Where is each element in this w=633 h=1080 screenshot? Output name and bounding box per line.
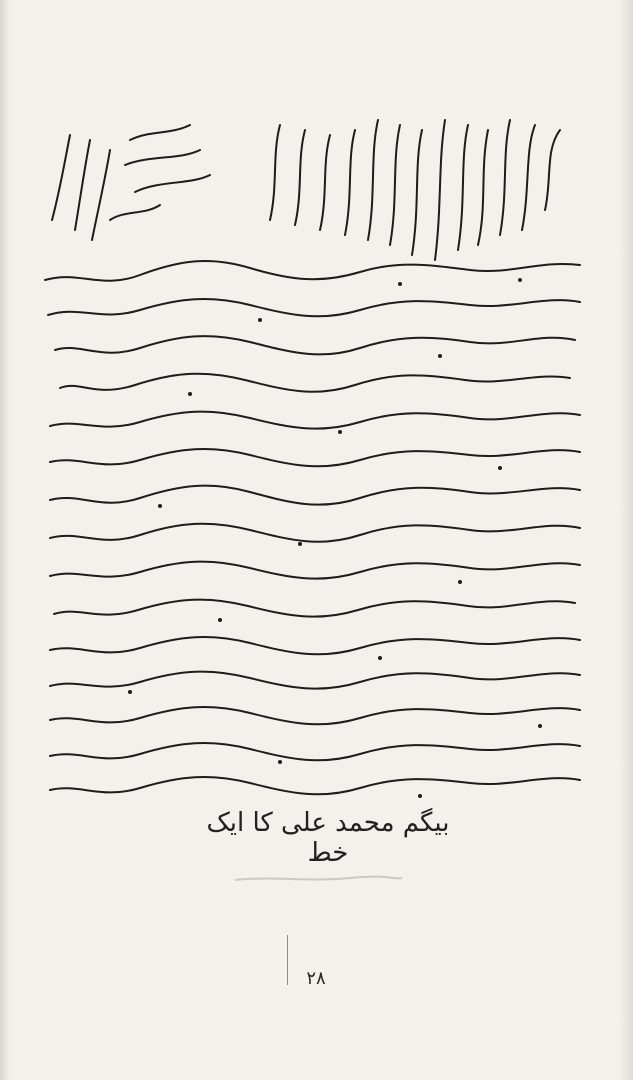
- faint-bleedthrough-text: [230, 872, 405, 886]
- page-number: ۲۸: [306, 968, 326, 989]
- page-right-shadow: [619, 0, 633, 1080]
- handwriting-scribble: [40, 110, 588, 810]
- page-edge-shadow: [0, 0, 10, 1080]
- letter-caption: بیگم محمد علی کا ایک خط: [206, 808, 450, 868]
- gutter-mark: [287, 935, 288, 985]
- handwritten-letter: [40, 110, 588, 810]
